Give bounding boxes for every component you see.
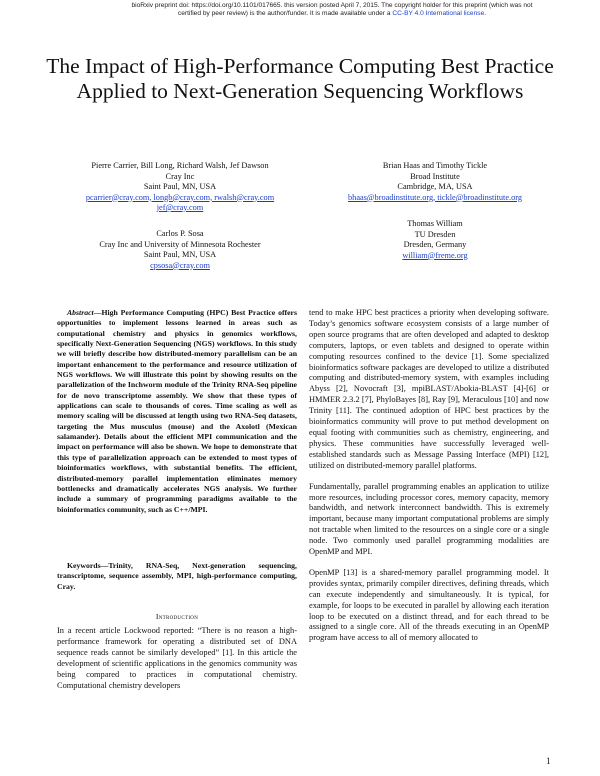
intro-paragraph-1: In a recent article Lockwood reported: “There is no reason a high-performance framework for operating a distributed set of DNA sequence reads cannot be similarly developed” [1]. In this article the development of scientific applications in the genomics community was being compared to practices in computational chemistry. Computational chemistry developers bbox=[57, 626, 297, 690]
author-names: Carlos P. Sosa bbox=[156, 229, 204, 238]
author-location: Cambridge, MA, USA bbox=[397, 182, 473, 191]
author-names: Brian Haas and Timothy Tickle bbox=[382, 161, 488, 170]
author-names: Pierre Carrier, Bill Long, Richard Walsh, Jef Dawson bbox=[91, 161, 269, 170]
author-email-link[interactable]: bhaas@broadinstitute.org, tickle@broadinstitute.org bbox=[348, 192, 522, 202]
author-org: Cray Inc and University of Minnesota Rochester bbox=[99, 239, 261, 249]
author-group-sosa bbox=[70, 229, 290, 271]
author-location: Saint Paul, MN, USA bbox=[143, 182, 217, 191]
section-heading-introduction: Introduction bbox=[155, 611, 199, 621]
left-column bbox=[57, 308, 297, 692]
license-link[interactable]: CC-BY 4.0 International license bbox=[392, 10, 485, 18]
paper-title: The Impact of High-Performance Computing Best Practice Applied to Next-Generation Sequencing Workflows bbox=[46, 54, 554, 103]
abstract-text: —High Performance Computing (HPC) Best Practice offers opportunities to implement lessons learned in areas such as computational chemistry and physics in genomics workflows, specifically Next-Generation Sequencing (NGS) workflows. In this study we will briefly describe how distributed-memory parallelism can be an important enhancement to the performance and resource utilization of NGS workflows. We will illustrate this point by showing results on the parallelization of the Inchworm module of the Trinity RNA-Seq pipeline for de novo transcriptome assembly. We show that these types of applications can scale to thousands of cores. Time scaling as well as memory scaling will be discussed at length using two RNA-Seq datasets, targeting the Mus musculus (mouse) and the Axolotl (Mexican salamander). Details about the efficient MPI communication and the impact on performance will also be shown. We hope to demonstrate that this type of parallelization approach can be extended to most types of bioinformatics workflows, with substantial benefits. The efficient, distributed-memory parallel implementation eliminates memory bottlenecks and dramatically accelerates NGS analysis. We further include a summary of programming paradigms available to the bioinformatics community, such as C++/MPI. bbox=[57, 308, 297, 514]
author-email-link[interactable]: jef@cray.com bbox=[156, 203, 204, 212]
author-group-broad bbox=[325, 161, 545, 203]
abstract-lead: Abstract bbox=[67, 308, 94, 317]
body-paragraph-3: OpenMP [13] is a shared-memory parallel programming model. It provides syntax, primarily compiler directives, defining threads, which can execute independently and simultaneously. It is typical, for example, for loops to be executed in parallel by allowing each iteration loop to be executed on a distinct thread, and for each thread to be assigned to a single core. All of the threads executing in an OpenMP program have access to all of memory allocated to bbox=[309, 567, 549, 643]
preprint-banner bbox=[112, 2, 552, 19]
author-email-link[interactable]: pcarrier@cray.com, longb@cray.com, rwalsh@cray.com bbox=[85, 192, 275, 202]
author-org: Broad Institute bbox=[410, 171, 460, 181]
author-email-link[interactable]: cpsosa@cray.com bbox=[150, 260, 210, 270]
author-names: Thomas William bbox=[407, 219, 463, 228]
author-group-dresden bbox=[325, 219, 545, 261]
author-location: Dresden, Germany bbox=[403, 240, 467, 249]
author-location: Saint Paul, MN, USA bbox=[143, 250, 217, 259]
author-org: Cray Inc bbox=[165, 171, 195, 181]
author-org: TU Dresden bbox=[414, 229, 456, 239]
author-email-link[interactable]: william@freme.org bbox=[402, 250, 468, 260]
banner-period: . bbox=[484, 10, 487, 18]
keywords: Keywords—Trinity, RNA-Seq, Next-generation sequencing, transcriptome, sequence assembly, MPI, high-performance computing, Cray. bbox=[57, 560, 297, 591]
author-group-cray bbox=[70, 161, 290, 214]
banner-license-text: certified by peer review) is the author/funder. It is made available under a bbox=[177, 10, 391, 18]
body-paragraph-1: tend to make HPC best practices a priority when developing software. Today’s genomics software ecosystem consists of a large number of open source programs that are often developed and adapted to desktop computers, laptops, or even tablets and designed to operate within computing resources confined to the device [1]. Some specialized bioinformatics software packages are developed to utilize a distributed computing and distributed-memory system, with examples including Abyss [2], Novocraft [3], mpiBLAST/Abokia-BLAST [4]-[6] or HMMER 2.3.2 [7], PhyloBayes [8], Ray [9], Meraculous [10] and now Trinity [11]. The continued adoption of HPC best practices by the bioinformatics community will prove to put method development on equal footing with communities such as chemistry, engineering, and physics. These communities have successfully leveraged well-established standards such as Message Passing Interface (MPI) [12], utilized on distributed-memory parallel platforms. bbox=[309, 308, 549, 470]
banner-line-2 bbox=[112, 10, 552, 18]
abstract bbox=[57, 308, 297, 515]
banner-line-1: bioRxiv preprint doi: https://doi.org/10.1101/017665. this version posted April 7, 2015. The copyright holder for this preprint (which was not bbox=[131, 2, 533, 9]
page-number: 1 bbox=[546, 756, 551, 766]
body-paragraph-2: Fundamentally, parallel programming enables an application to utilize more resources, including processor cores, memory capacity, memory bandwidth, and network interconnect bandwidth. This is extremely important, because many important computational problems are simply not tractable when limited to the resources on a single core or a single node. Two commonly used parallel programming modalities are OpenMP and MPI. bbox=[309, 481, 549, 557]
right-column bbox=[309, 308, 549, 644]
